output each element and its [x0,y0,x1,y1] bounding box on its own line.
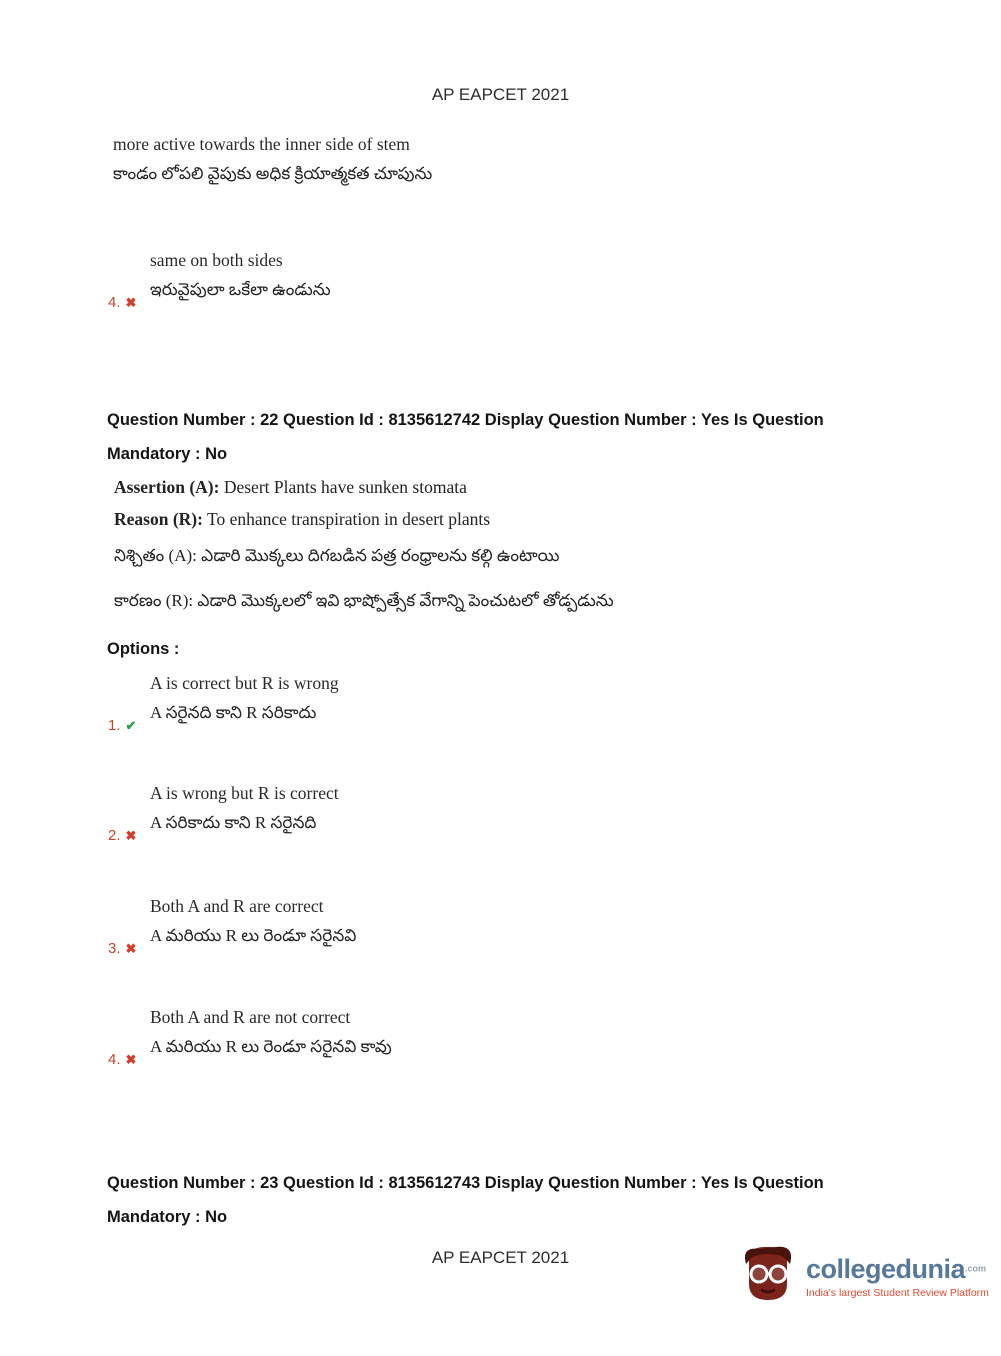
collegedunia-mascot-icon [740,1242,796,1311]
page-footer-title: AP EAPCET 2021 [431,1248,570,1267]
assertion-label: Assertion (A): [114,477,220,497]
option-text-en: A is correct but R is wrong [150,673,339,693]
option-number: 3. [108,940,121,957]
question-23-header [107,1166,917,1234]
question-header-line1: Question Number : 23 Question Id : 8135612743 Display Question Number : Yes Is Question [107,1174,824,1192]
options-label: Options : [107,640,180,658]
option-text-te: A సరైనది కాని R సరికాదు [150,703,317,722]
q22-assertion-reason-te [114,540,614,630]
option-number: 4. [108,294,121,311]
option-lines [150,246,331,305]
logo-tagline: India's largest Student Review Platform [806,1287,989,1299]
option-number: 1. [108,717,121,734]
q22-option-3 [108,892,357,957]
option-text-en: more active towards the inner side of stem [113,134,410,154]
question-header-line2: Mandatory : No [107,445,228,463]
option-marker [108,717,150,734]
reason-text: To enhance transpiration in desert plants [207,509,491,529]
option-marker [108,1051,150,1068]
option-text-te: ఇరువైపులా ఒకేలా ఉండును [150,280,331,299]
q21-option3-remnant [113,130,432,189]
option-marker [108,294,150,311]
reason-line [114,503,490,535]
wrong-mark-icon: ✖ [125,1052,137,1067]
reason-text-te: కారణం (R): ఎడారి మొక్కలలో ఇవి భాష్పోత్సేక వేగాన్ని పెంచుటలో తోడ్పడును [114,591,614,610]
wrong-mark-icon: ✖ [125,295,137,310]
question-header-line1: Question Number : 22 Question Id : 8135612742 Display Question Number : Yes Is Question [107,411,824,429]
collegedunia-logo [740,1242,989,1311]
question-22-header [107,403,917,471]
page-header-title: AP EAPCET 2021 [431,85,570,104]
option-number: 4. [108,1051,121,1068]
option-text-en: Both A and R are correct [150,896,324,916]
assertion-line [114,471,490,503]
collegedunia-logo-text [806,1254,989,1299]
reason-label: Reason (R): [114,509,203,529]
option-text-en: same on both sides [150,250,283,270]
option-text-te: A సరికాదు కాని R సరైనది [150,813,317,832]
assertion-text: Desert Plants have sunken stomata [223,477,467,497]
wrong-mark-icon: ✖ [125,941,137,956]
option-lines [150,779,339,838]
option-number: 2. [108,827,121,844]
q22-option-2 [108,779,339,844]
q22-option-1 [108,669,339,734]
q22-option-4 [108,1003,392,1068]
option-text-en: A is wrong but R is correct [150,783,339,803]
option-text-te: A మరియు R లు రెండూ సరైనవి [150,926,357,945]
option-lines [150,892,356,951]
wrong-mark-icon: ✖ [125,828,137,843]
question-header-line2: Mandatory : No [107,1208,228,1226]
logo-tld: .com [965,1263,987,1274]
option-text-te: కాండం లోపలి వైపుకు అధిక క్రియాత్మకత చూపును [113,164,433,183]
option-lines [150,1003,392,1062]
assertion-text-te: నిశ్చితం (A): ఎడారి మొక్కలు దిగబడిన పత్ర రంధ్రాలను కల్గి ఉంటాయి [114,546,560,565]
correct-mark-icon: ✔ [125,718,137,733]
q21-option-4 [108,246,331,311]
option-text-en: Both A and R are not correct [150,1007,351,1027]
logo-name: collegedunia [806,1254,966,1284]
option-lines [150,669,339,728]
option-marker [108,827,150,844]
option-marker [108,940,150,957]
option-text-te: A మరియు R లు రెండూ సరైనవి కావు [150,1037,392,1056]
q22-assertion-reason-en [114,471,490,535]
